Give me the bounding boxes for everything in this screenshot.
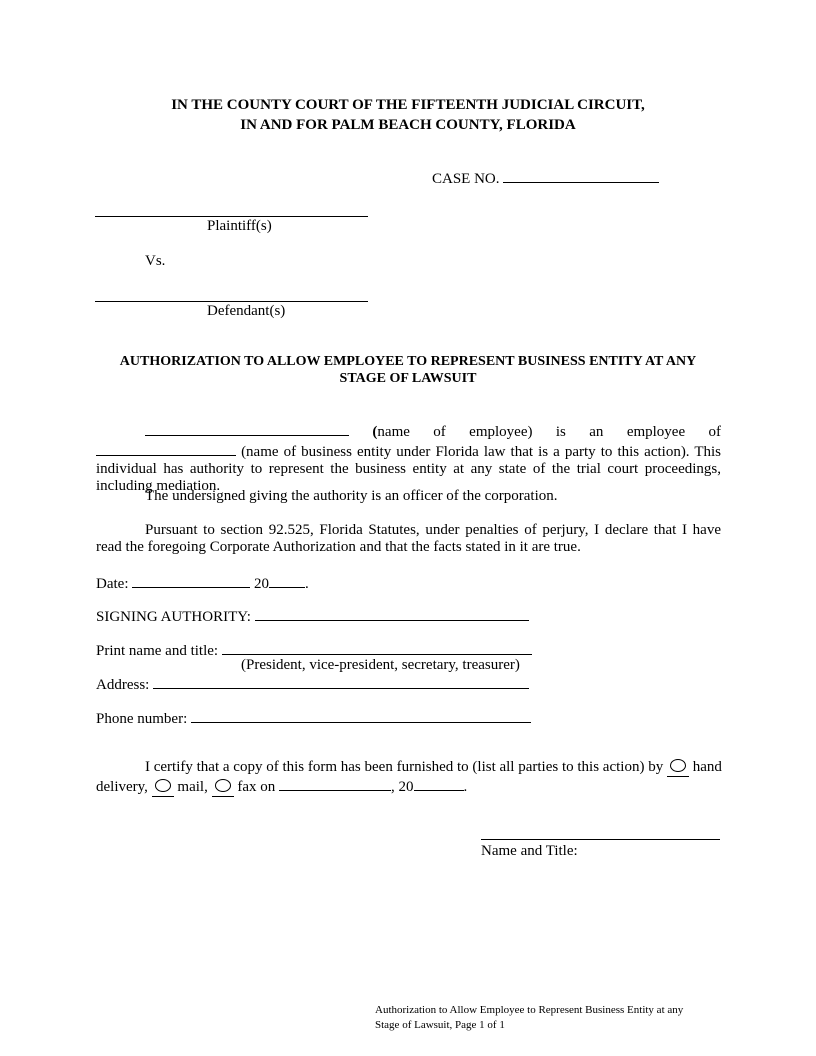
signature-label: Name and Title:: [481, 843, 578, 859]
form-title-line1: AUTHORIZATION TO ALLOW EMPLOYEE TO REPRESENT BUSINESS ENTITY AT ANY: [119, 354, 697, 369]
certify-line1: [145, 759, 722, 777]
plaintiff-line[interactable]: [95, 216, 368, 217]
print-name-field[interactable]: [222, 640, 532, 655]
fax-label: fax on: [237, 779, 276, 795]
signature-line[interactable]: [481, 839, 720, 840]
hand-delivery-option[interactable]: [667, 759, 689, 777]
defendant-line[interactable]: [95, 301, 368, 302]
service-date-field[interactable]: [279, 776, 391, 791]
date-row: Date: 20 .: [96, 573, 309, 593]
phone-row: [96, 708, 531, 728]
employee-name-field[interactable]: [145, 421, 349, 436]
hand-label: hand: [692, 759, 722, 775]
certify-text: I certify that a copy of this form has been furnished to (list all parties to this action) by: [145, 759, 664, 775]
footer-line1: Authorization to Allow Employee to Represent Business Entity at any: [375, 1004, 684, 1016]
phone-label: Phone number:: [96, 711, 188, 727]
officer-paragraph: [96, 488, 721, 505]
perjury-text: Pursuant to section 92.525, Florida Statutes, under penalties of perjury, I declare that I have read the foregoing Corporate Authorization and that the facts stated in it are true.: [96, 522, 721, 555]
employee-paragraph: [96, 421, 721, 495]
year-prefix: 20: [253, 576, 269, 592]
delivery-label: delivery,: [96, 779, 148, 795]
defendant-label: Defendant(s): [207, 303, 286, 319]
business-entity-text: (name of business entity under Florida law that is a party to this action). This individual has authority to represent the business entity at any state of the trial court proceedings, including mediation.: [96, 444, 722, 494]
court-header-line2: IN AND FOR PALM BEACH COUNTY, FLORIDA: [240, 117, 576, 133]
date-field[interactable]: [132, 573, 250, 588]
form-title-line2: STAGE OF LAWSUIT: [339, 371, 477, 386]
address-row: [96, 674, 529, 694]
page-footer: [375, 1003, 683, 1033]
case-number-label: CASE NO.: [432, 171, 500, 187]
paren: (: [372, 424, 378, 440]
mail-option[interactable]: [152, 779, 174, 797]
mail-label: mail,: [177, 779, 208, 795]
period: .: [463, 779, 468, 795]
versus-label: Vs.: [145, 253, 166, 269]
fax-option[interactable]: [212, 779, 234, 797]
service-year-prefix: , 20: [391, 779, 414, 795]
officer-text: The undersigned giving the authority is an officer of the corporation.: [145, 488, 558, 504]
signing-authority-label: SIGNING AUTHORITY:: [96, 609, 251, 625]
phone-field[interactable]: [191, 708, 531, 723]
signing-authority-row: [96, 606, 529, 626]
year-field[interactable]: [269, 573, 305, 588]
employee-text: name of employee) is an employee of: [377, 424, 722, 440]
case-number-field[interactable]: [503, 168, 659, 183]
business-entity-field[interactable]: [96, 441, 236, 456]
plaintiff-label: Plaintiff(s): [207, 218, 272, 234]
court-header-line1: IN THE COUNTY COURT OF THE FIFTEENTH JUDICIAL CIRCUIT,: [171, 97, 645, 113]
address-label: Address:: [96, 677, 150, 693]
case-number-row: [432, 168, 659, 188]
signing-authority-field[interactable]: [255, 606, 529, 621]
print-name-label: Print name and title:: [96, 643, 219, 659]
footer-line2: Stage of Lawsuit, Page 1 of 1: [375, 1019, 505, 1031]
title-hint: (President, vice-president, secretary, treasurer): [241, 657, 520, 673]
address-field[interactable]: [153, 674, 529, 689]
radio-circle-icon: [155, 779, 171, 792]
service-year-field[interactable]: [414, 776, 464, 791]
date-label: Date:: [96, 576, 129, 592]
certify-line2: [96, 776, 467, 797]
radio-circle-icon: [215, 779, 231, 792]
perjury-paragraph: [96, 522, 721, 556]
radio-circle-icon: [670, 759, 686, 772]
